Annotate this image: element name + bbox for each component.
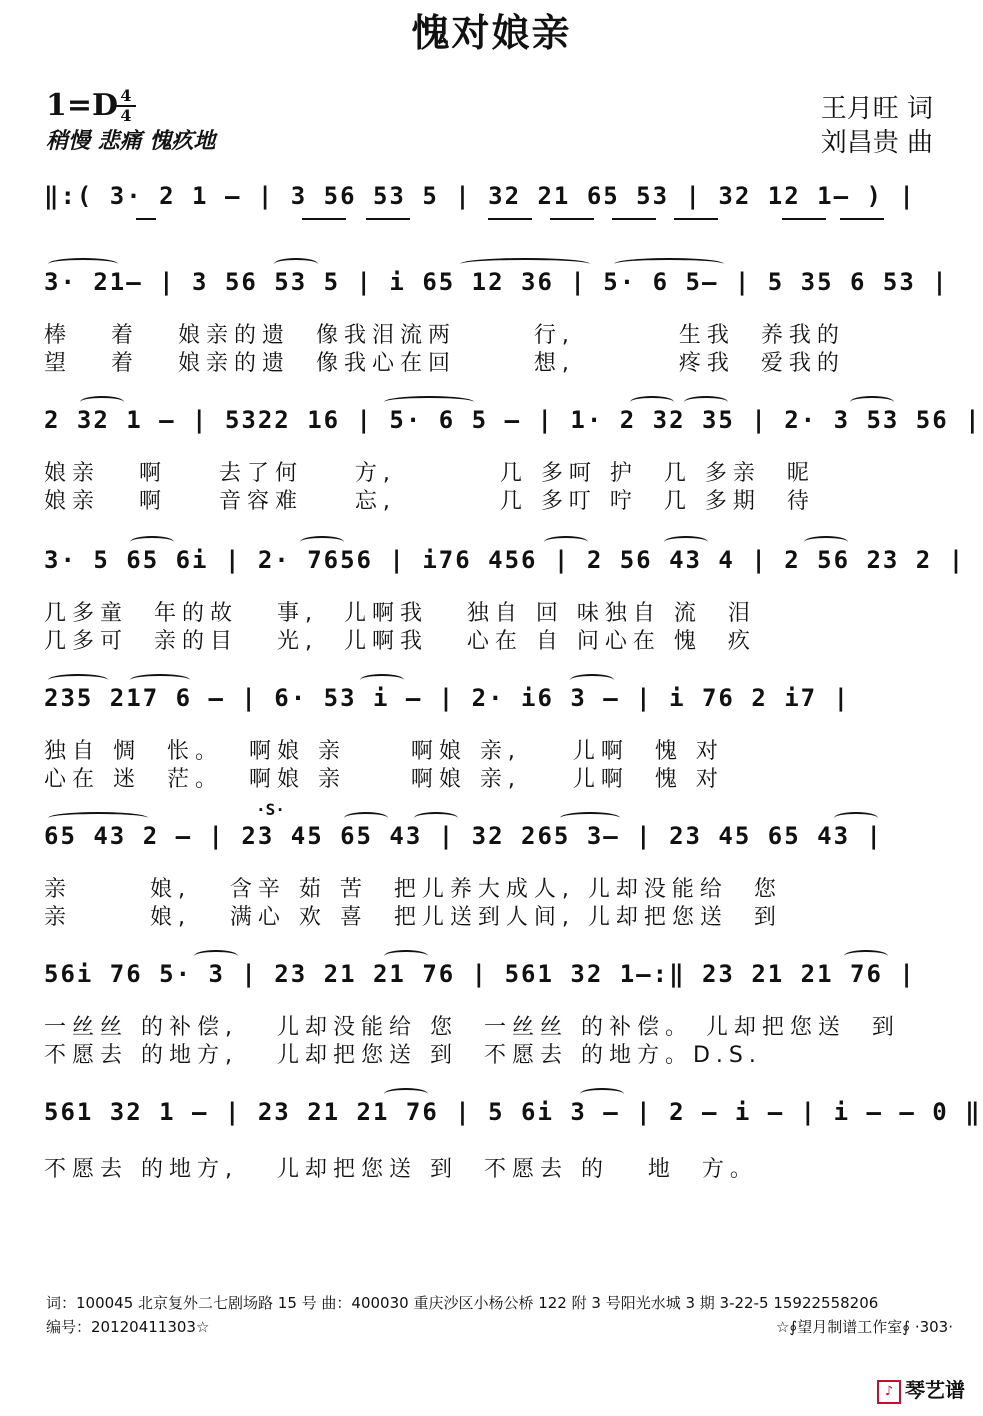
serial-number: 编号：20120411303☆	[46, 1318, 210, 1336]
jianpu-notes: ‖:( 3· 2 1 – | 3 56 53 5 | 32 21 65 53 | 32 12 1– ) |	[44, 182, 916, 210]
time-signature-top: 4	[120, 86, 132, 105]
jianpu-notes: 65 43 2 – | 23 45 65 43 | 32 265 3– | 23 45 65 43 |	[44, 822, 883, 850]
segno-marker: ·S·	[256, 800, 285, 819]
composer-credit: 刘昌贵 曲	[820, 128, 933, 158]
score-line	[44, 396, 982, 456]
lyric-verse-2: 亲 娘, 满心 欢 喜 把儿送到人间, 儿却把您送 到	[44, 905, 782, 930]
logo-text: 琴艺谱	[905, 1378, 965, 1402]
beam	[302, 218, 346, 220]
jianpu-notes: 56i 76 5· 3 | 23 21 21 76 | 561 32 1–:‖ 23 21 21 76 |	[44, 960, 916, 988]
beam	[840, 218, 884, 220]
beam	[488, 218, 532, 220]
beam	[612, 218, 656, 220]
lyric-verse-2: 望 着 娘亲的遗 像我心在回 想, 疼我 爱我的	[44, 351, 845, 376]
lyric-verse-1: 棒 着 娘亲的遗 像我泪流两 行, 生我 养我的	[44, 323, 845, 348]
song-title: 愧对娘亲	[411, 11, 572, 55]
score-line	[44, 1088, 982, 1148]
lyric-verse-2: 心在 迷 茫。 啊娘 亲 啊娘 亲, 儿啊 愧 对	[44, 767, 724, 792]
lyric-verse-1: 一丝丝 的补偿, 儿却没能给 您 一丝丝 的补偿。 儿却把您送 到	[44, 1015, 900, 1040]
score-line	[44, 812, 952, 872]
lyric-verse-2: 不愿去 的地方, 儿却把您送 到 不愿去 的地方。D.S.	[44, 1043, 762, 1068]
studio-credit: ☆∮望月制谱工作室∮ ·303·	[775, 1318, 953, 1336]
jianpu-notes: 235 217 6 – | 6· 53 i – | 2· i6 3 – | i 76 2 i7 |	[44, 684, 851, 712]
beam	[366, 218, 410, 220]
jianpu-notes: 561 32 1 – | 23 21 21 76 | 5 6i 3 – | 2 – i – | i – – 0 ‖	[44, 1098, 982, 1126]
beam	[674, 218, 718, 220]
contact-address: 词：100045 北京复外二七剧场路 15 号 曲：400030 重庆沙区小杨公桥 122 附 3 号阳光水城 3 期 3-22-5 15922558206	[46, 1294, 879, 1312]
key-signature: 1=D	[46, 88, 119, 123]
score-line	[44, 258, 952, 318]
jianpu-notes: 3· 21– | 3 56 53 5 | i 65 12 36 | 5· 6 5– | 5 35 6 53 |	[44, 268, 949, 296]
beam	[782, 218, 826, 220]
beam	[550, 218, 594, 220]
lyric-verse-1: 亲 娘, 含辛 茹 苦 把儿养大成人, 儿却没能给 您	[44, 877, 782, 902]
jianpu-notes: 3· 5 65 6i | 2· 7656 | i76 456 | 2 56 43 4 | 2 56 23 2 |	[44, 546, 966, 574]
lyric-verse-1: 几多童 年的故 事, 儿啊我 独自 回 味独自 流 泪	[44, 601, 756, 626]
beam	[136, 218, 156, 220]
site-logo[interactable]	[877, 1374, 965, 1404]
lyricist-credit: 王月旺 词	[820, 94, 933, 124]
score-line	[44, 172, 952, 232]
lyric-verse-1: 娘亲 啊 去了何 方, 几 多呵 护 几 多亲 昵	[44, 461, 815, 486]
lyric-verse-2: 几多可 亲的目 光, 儿啊我 心在 自 问心在 愧 疚	[44, 629, 756, 654]
score-line	[44, 950, 952, 1010]
lyric-verse-2: 娘亲 啊 音容难 忘, 几 多叮 咛 几 多期 待	[44, 489, 815, 514]
tempo-marking: 稍慢 悲痛 愧疚地	[46, 128, 216, 154]
time-signature-bottom: 4	[120, 106, 132, 125]
jianpu-notes: 2 32 1 – | 5322 16 | 5· 6 5 – | 1· 2 32 35 | 2· 3 53 56 |	[44, 406, 982, 434]
score-line	[44, 674, 952, 734]
lyric-verse-1: 不愿去 的地方, 儿却把您送 到 不愿去 的 地 方。	[44, 1157, 758, 1182]
time-signature	[116, 88, 136, 124]
logo-icon: ♪	[877, 1380, 901, 1404]
score-line	[44, 536, 966, 596]
lyric-verse-1: 独自 惆 怅。 啊娘 亲 啊娘 亲, 儿啊 愧 对	[44, 739, 724, 764]
